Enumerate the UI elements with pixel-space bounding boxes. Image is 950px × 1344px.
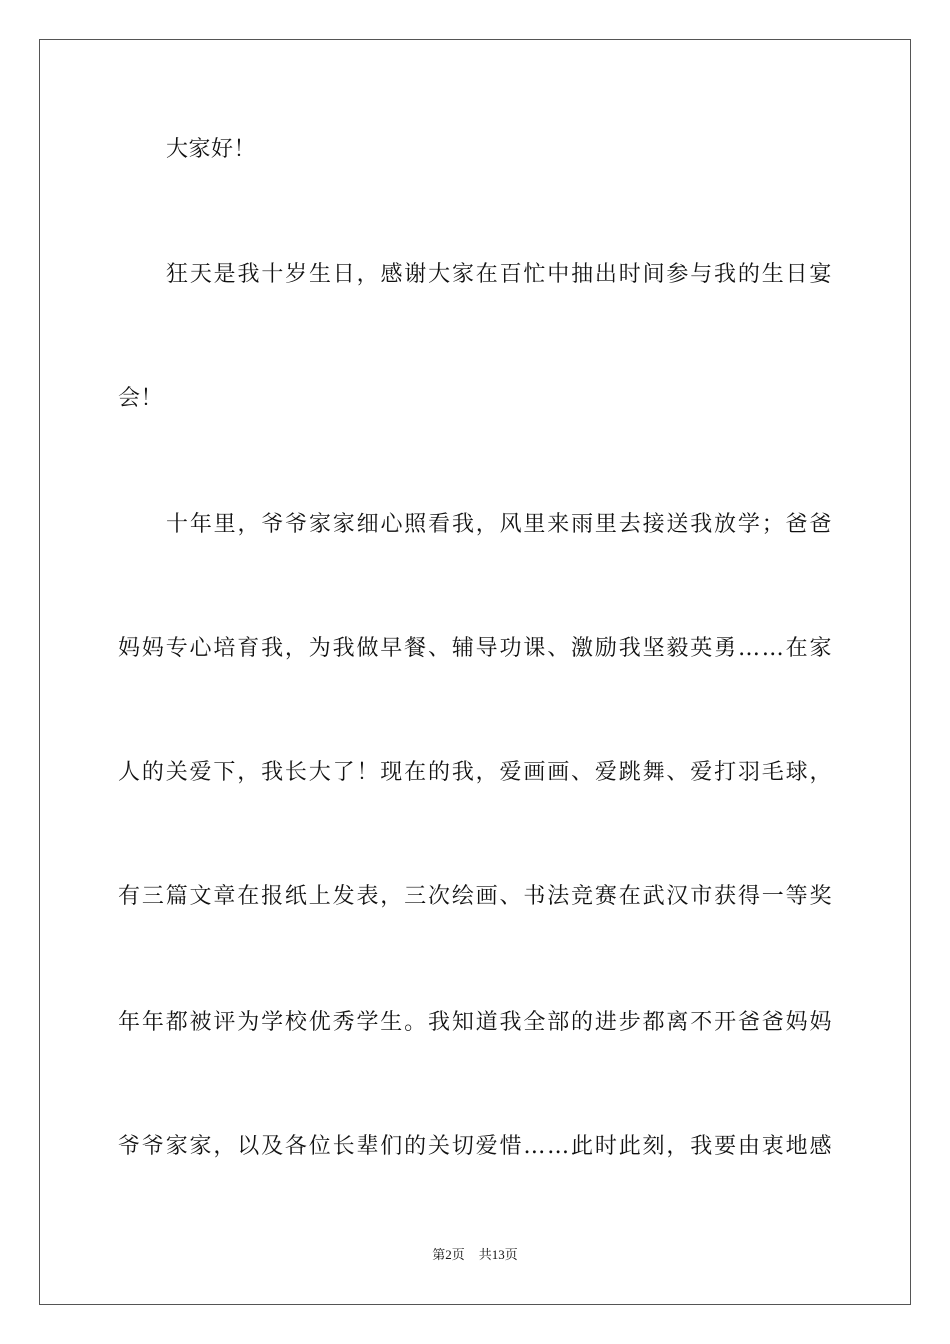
page-border	[39, 39, 911, 1305]
body-line-8: 爷 爷 家 家 ， 以 及 各 位 长 辈 们 的 关 切 爱 惜 … … 此 时 此 刻 ， 我 要 由 衷 地 感	[118, 1134, 832, 1159]
body-line-7: 年 年 都 被 评 为 学 校 优 秀 学 生 。 我 知 道 我 全 部 的 进 步 都 离 不 开 爸 爸 妈 妈	[118, 1010, 832, 1035]
page-footer	[0, 1246, 950, 1264]
page-number: 第2页	[432, 1247, 465, 1262]
body-line-2: 会！	[118, 386, 164, 411]
body-line-4: 妈 妈 专 心 培 育 我 ， 为 我 做 早 餐 、 辅 导 功 课 、 激 励 我 坚 毅 英 勇 … … 在 家	[118, 636, 832, 661]
body-line-1: 狂 天 是 我 十 岁 生 日 ， 感 谢 大 家 在 百 忙 中 抽 出 时 间 参 与 我 的 生 日 宴	[166, 262, 832, 287]
page-total: 共13页	[478, 1247, 518, 1262]
greeting-line: 大家好！	[166, 137, 257, 162]
body-line-3: 十 年 里 ， 爷 爷 家 家 细 心 照 看 我 ， 风 里 来 雨 里 去 接 送 我 放 学 ； 爸 爸	[166, 512, 832, 537]
body-line-5: 人 的 关 爱 下 ， 我 长 大 了 ！ 现 在 的 我 ， 爱 画 画 、 爱 跳 舞 、 爱 打 羽 毛 球 ，	[118, 760, 832, 785]
body-line-6: 有 三 篇 文 章 在 报 纸 上 发 表 ， 三 次 绘 画 、 书 法 竞 赛 在 武 汉 市 获 得 一 等 奖	[118, 884, 832, 909]
